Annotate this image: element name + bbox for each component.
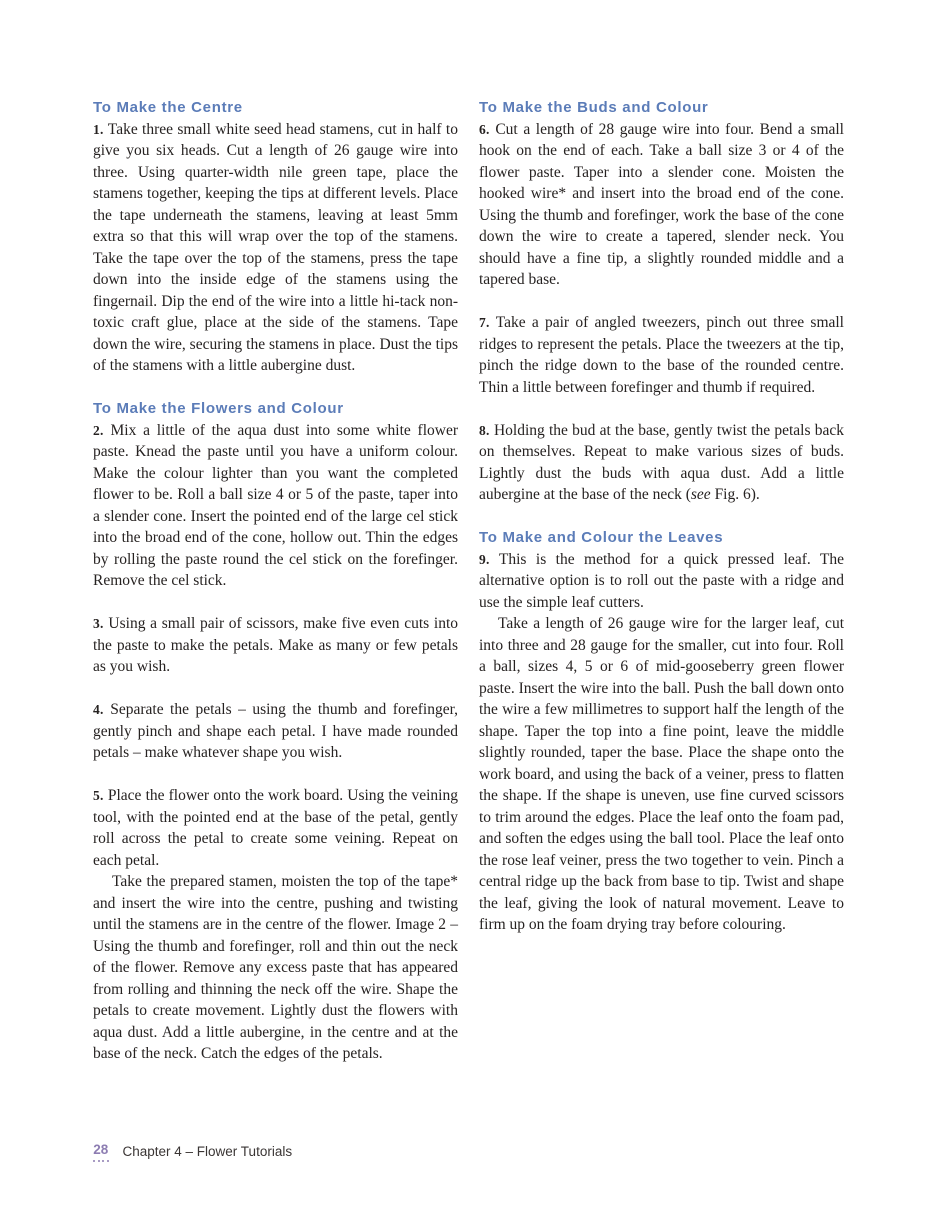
step-paragraph: [479, 549, 844, 614]
step-paragraph: [93, 785, 458, 871]
step-number: 7.: [479, 315, 490, 330]
section-heading: To Make the Flowers and Colour: [93, 400, 344, 417]
step-paragraph: [479, 119, 844, 291]
body-text: Cut a length of 28 gauge wire into four. Bend a small hook on the end of each. Take a ball size 3 or 4 of the flower paste. Taper into a slender cone. Moisten the hooked wire* and insert into the broad end of the cone. Using the thumb and forefinger, work the base of the cone down the wire to create a tapered, slender neck. You should have a fine tip, a slightly rounded middle and a tapered base.: [479, 120, 844, 288]
step-paragraph: [479, 613, 844, 936]
step-paragraph: [479, 420, 844, 506]
page-content: [93, 97, 844, 1065]
page-number-dots-decoration: [93, 1160, 109, 1162]
step-number: 5.: [93, 788, 104, 803]
tutorial-section: [93, 398, 458, 1065]
step-paragraph: [93, 420, 458, 592]
section-heading: To Make the Centre: [93, 99, 243, 116]
left-column: [93, 97, 458, 1065]
step-number: 9.: [479, 551, 490, 567]
step-paragraph: [93, 871, 458, 1065]
body-text: This is the method for a quick pressed leaf. The alternative option is to roll out the paste with a ridge and use the simple leaf cutters.: [479, 550, 844, 611]
section-heading: To Make and Colour the Leaves: [479, 529, 724, 546]
body-text: Take the prepared stamen, moisten the top of the tape* and insert the wire into the centre, pushing and twisting until the stamens are in the centre of the flower. Image 2 – Using the thumb and forefinger, roll and thin out the neck of the flower. Remove any excess paste that has appeared from rolling and thinning the neck off the wire. Shape the petals to create movement. Lightly dust the flowers with aqua dust. Add a little aubergine, in the centre and at the base of the neck. Catch the edges of the petals.: [93, 873, 458, 1062]
page-number: 28: [93, 1142, 109, 1157]
step-number: 4.: [93, 702, 104, 717]
step-number: 2.: [93, 422, 104, 438]
body-text: Take a pair of angled tweezers, pinch out three small ridges to represent the petals. Place the tweezers at the tip, pinch the ridge down to the base of the rounded centre. Thin a little between forefinger and thumb if required.: [479, 314, 844, 396]
step-number: 6.: [479, 121, 490, 137]
body-text: Holding the bud at the base, gently twist the petals back on themselves. Repeat to make various sizes of buds. Lightly dust the buds with aqua dust. Add a little aubergine at the base of the neck (: [479, 421, 844, 503]
page-number-block: [93, 1143, 109, 1162]
tutorial-section: [479, 527, 844, 936]
step-paragraph: [93, 699, 458, 764]
body-text: Fig. 6).: [710, 486, 760, 503]
step-number: 8.: [479, 422, 490, 438]
right-column: [479, 97, 844, 1065]
section-heading: To Make the Buds and Colour: [479, 99, 709, 116]
body-text: Mix a little of the aqua dust into some white flower paste. Knead the paste until you have a uniform colour. Make the colour lighter than you want the completed flower to be. Roll a ball size 4 or 5 of the paste, taper into a slender cone. Insert the pointed end of the large cel stick into the broad end of the cone, hollow out. Thin the edges by rolling the paste round the cel stick on the forefinger. Remove the cel stick.: [93, 421, 458, 589]
body-text: Using a small pair of scissors, make five even cuts into the paste to make the petals. Make as many or few petals as you wish.: [93, 615, 458, 675]
body-text: Take three small white seed head stamens, cut in half to give you six heads. Cut a length of 26 gauge wire into three. Using quarter-width nile green tape, place the stamens together, keeping the tips at different levels. Place the tape underneath the stamens, leaving at least 5mm extra so that this will wrap over the top of the stamens. Take the tape over the top of the stamens, press the tape down into the inside edge of the stamens using the fingernail. Dip the end of the wire into a little hi-tack non-toxic craft glue, place at the side of the stamens. Tape down the wire, securing the stamens in place. Dust the tips of the stamens with a little aubergine dust.: [93, 120, 458, 374]
body-text: Take a length of 26 gauge wire for the larger leaf, cut into three and 28 gauge for the smaller, cut into four. Roll a ball, sizes 4, 5 or 6 of mid-gooseberry green flower paste. Insert the wire into the ball. Push the ball down onto the wire a few millimetres to support half the length of the shape. Taper the top into a fine point, leave the middle slightly rounded, taper the base. Place the shape onto the work board, and using the back of a veiner, press to flatten the shape. If the shape is uneven, use fine curved scissors to trim around the edges. Place the leaf onto the foam pad, and soften the edges using the ball tool. Place the leaf onto the rose leaf veiner, press the two together to vein. Pinch a central ridge up the back from base to tip. Twist and shape the leaf, giving the look of natural movement. Leave to firm up on the foam drying tray before colouring.: [479, 615, 844, 933]
body-text: Place the flower onto the work board. Using the veining tool, with the pointed end at the base of the petal, gently roll across the petal to create some veining. Repeat on each petal.: [93, 787, 458, 869]
chapter-title: Chapter 4 – Flower Tutorials: [122, 1143, 293, 1159]
italic-text: see: [690, 486, 711, 503]
step-paragraph: [93, 119, 458, 377]
step-number: 1.: [93, 121, 104, 137]
page-footer: [93, 1143, 292, 1162]
body-text: Separate the petals – using the thumb and forefinger, gently pinch and shape each petal. I have made rounded petals – make whatever shape you wish.: [93, 701, 458, 761]
tutorial-section: [93, 97, 458, 377]
step-number: 3.: [93, 616, 104, 631]
tutorial-section: [479, 97, 844, 506]
step-paragraph: [479, 312, 844, 398]
step-paragraph: [93, 613, 458, 678]
